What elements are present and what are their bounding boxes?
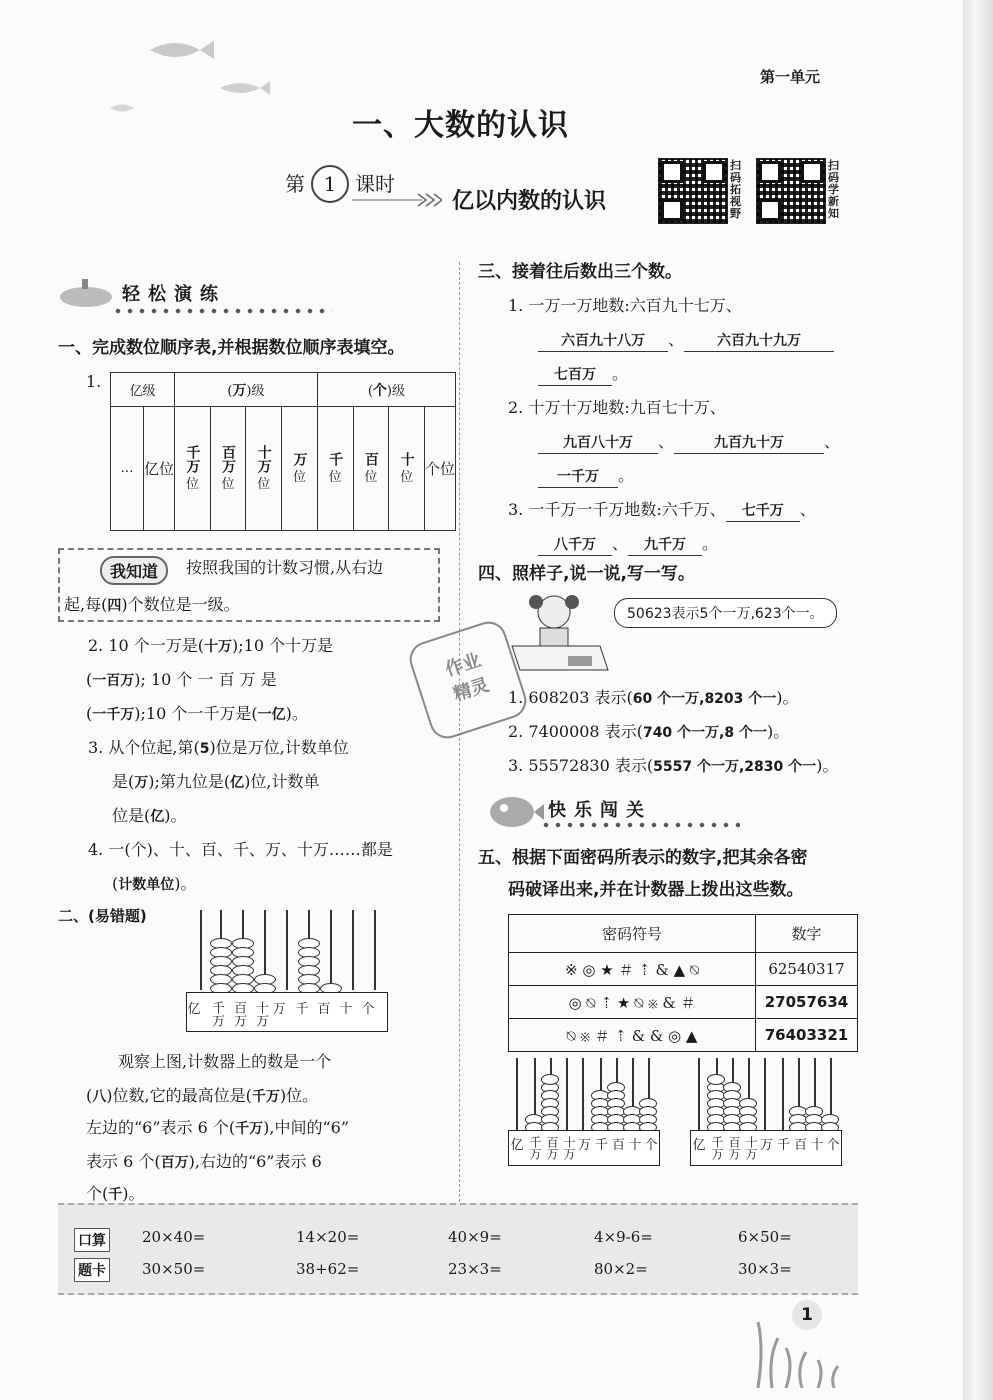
answer: 千万 bbox=[251, 1089, 280, 1105]
lesson-suffix: 课时 bbox=[355, 172, 395, 196]
watermark-stamp: 作业 精灵 bbox=[405, 617, 531, 743]
digit-cell: 十万 位 bbox=[246, 407, 282, 531]
abacus-label: 十万 bbox=[253, 1000, 268, 1027]
q1-item3-line1: 3. 从个位起,第(5)位是万位,计数单位 bbox=[88, 738, 349, 757]
abacus-label: 百万 bbox=[545, 1136, 559, 1160]
answer: 万 bbox=[134, 775, 149, 791]
answer: 5 bbox=[199, 741, 210, 757]
abacus-label: 百 bbox=[793, 1138, 807, 1153]
answer: 八 bbox=[92, 1089, 107, 1105]
page-number: 1 bbox=[792, 1300, 822, 1330]
q2-line2: (八)位数,它的最高位是(千万)位。 bbox=[86, 1086, 319, 1105]
answer: 九百八十万 bbox=[538, 433, 658, 454]
number-cell: 76403321 bbox=[756, 1019, 858, 1052]
abacus-label: 十 bbox=[339, 1002, 353, 1017]
code-header: 密码符号 bbox=[509, 915, 756, 953]
q3-item1-answers-2: 七百万 。 bbox=[538, 364, 628, 386]
calc-item: 20×40= bbox=[142, 1228, 206, 1246]
digit-cell: 百 位 bbox=[353, 407, 389, 531]
yiwei-cell: 亿位 bbox=[144, 407, 175, 531]
abacus-label: 十 bbox=[810, 1138, 824, 1153]
abacus-label: 千 bbox=[295, 1002, 309, 1017]
lesson-number: 1 bbox=[311, 165, 349, 203]
calc-item: 6×50= bbox=[738, 1228, 792, 1246]
q4-item3: 3. 55572830 表示(5557 个一万,2830 个一)。 bbox=[508, 756, 839, 775]
answer: 七百万 bbox=[538, 365, 612, 386]
qr-code-icon[interactable] bbox=[658, 158, 728, 224]
dotted-divider bbox=[540, 822, 740, 828]
q5-heading-line1: 五、根据下面密码所表示的数字,把其余各密 bbox=[478, 848, 808, 868]
fish-mascot-icon bbox=[484, 792, 544, 832]
gewei-cell: 个位 bbox=[425, 407, 456, 531]
abacus-label: 亿 bbox=[692, 1138, 706, 1153]
mental-math-label: 口算 bbox=[74, 1228, 110, 1252]
digit-cell: 千 位 bbox=[317, 407, 353, 531]
answer: 一亿 bbox=[257, 707, 286, 723]
abacus-label: 个 bbox=[826, 1138, 840, 1153]
answer: 八千万 bbox=[538, 535, 612, 556]
girl-writing-illustration bbox=[510, 590, 610, 676]
q2-line1: 观察上图,计数器上的数是一个 bbox=[118, 1052, 332, 1071]
q1-item2-line1: 2. 10 个一万是(十万);10 个十万是 bbox=[88, 636, 334, 655]
q2-line4: 表示 6 个(百万),右边的“6”表示 6 bbox=[86, 1152, 322, 1171]
answer: 一千万 bbox=[92, 707, 135, 723]
q3-item3-answers: 八千万 、 九千万 。 bbox=[538, 534, 718, 556]
abacus-label: 亿 bbox=[510, 1138, 524, 1153]
abacus-label: 万 bbox=[577, 1138, 591, 1153]
q1-item1-number: 1. bbox=[86, 372, 102, 391]
section-fun-title: 快乐闯关 bbox=[548, 800, 652, 821]
seaweed-decoration bbox=[748, 1318, 858, 1388]
number-header: 数字 bbox=[756, 915, 858, 953]
q3-heading: 三、接着往后数出三个数。 bbox=[478, 262, 682, 282]
answer: 九百九十万 bbox=[674, 433, 824, 454]
digit-cell: 万 位 bbox=[282, 407, 318, 531]
abacus-label: 百 bbox=[317, 1002, 331, 1017]
fish-decoration bbox=[110, 30, 310, 120]
abacus-label: 万 bbox=[272, 1002, 286, 1017]
code-cell: ◎ ⍉ ⇡ ★ ⍉ ※ & ＃ bbox=[509, 986, 756, 1019]
calc-item: 40×9= bbox=[448, 1228, 502, 1246]
answer: 一百万 bbox=[92, 673, 135, 689]
answer: 亿 bbox=[150, 809, 165, 825]
answer: 万 bbox=[232, 382, 247, 399]
q3-item2-line: 2. 十万十万地数:九百七十万、 bbox=[508, 398, 726, 417]
dotted-divider bbox=[112, 308, 332, 314]
q4-heading: 四、照样子,说一说,写一写。 bbox=[478, 564, 695, 584]
q4-item1: 1. 608203 表示(60 个一万,8203 个一)。 bbox=[508, 688, 799, 707]
answer: 个 bbox=[372, 382, 387, 399]
answer: 千万 bbox=[235, 1121, 264, 1137]
abacus-label: 十万 bbox=[562, 1136, 576, 1160]
q1-heading: 一、完成数位顺序表,并根据数位顺序表填空。 bbox=[58, 338, 405, 358]
digit-cell: 千万 位 bbox=[175, 407, 211, 531]
qr1-caption: 扫码拓视野 bbox=[730, 159, 741, 220]
q5-abacus-1 bbox=[508, 1058, 658, 1164]
number-cell: 62540317 bbox=[756, 953, 858, 986]
calc-item: 38+62= bbox=[296, 1260, 360, 1278]
level-yi: 亿级 bbox=[111, 373, 175, 407]
answer: 计数单位 bbox=[118, 877, 175, 893]
q5-abacus-2 bbox=[690, 1058, 840, 1164]
q3-item2-answers: 九百八十万 、 九百九十万 、 bbox=[538, 432, 840, 454]
code-cell: ⍉ ※ ＃ ⇡ & & ◎ ▲ bbox=[509, 1019, 756, 1052]
calc-item: 14×20= bbox=[296, 1228, 360, 1246]
page-title: 一、大数的认识 bbox=[352, 108, 569, 143]
lesson-name: 亿以内数的认识 bbox=[452, 189, 607, 214]
section-easy-title: 轻松演练 bbox=[122, 284, 226, 305]
lesson-arrow-icon bbox=[352, 192, 442, 212]
abacus-label: 个 bbox=[644, 1138, 658, 1153]
answer: 740 个一万,8 个一 bbox=[642, 725, 767, 741]
abacus-label: 个 bbox=[361, 1002, 375, 1017]
calc-item: 80×2= bbox=[594, 1260, 648, 1278]
answer: 5557 个一万,2830 个一 bbox=[653, 759, 817, 775]
q2-line3: 左边的“6”表示 6 个(千万),中间的“6” bbox=[86, 1118, 350, 1137]
abacus-label: 十 bbox=[628, 1138, 642, 1153]
abacus-label: 百万 bbox=[727, 1136, 741, 1160]
abacus-label: 亿 bbox=[187, 1002, 201, 1017]
abacus-label: 千万 bbox=[528, 1136, 542, 1160]
answer: 十万 bbox=[204, 639, 233, 655]
q3-item1-answers: 六百九十八万 、 六百九十九万 bbox=[538, 330, 834, 352]
q3-item3-line: 3. 一千万一千万地数:六千万、 七千万 、 bbox=[508, 500, 816, 522]
number-cell: 27057634 bbox=[756, 986, 858, 1019]
know-tag: 我知道 bbox=[100, 556, 168, 585]
unit-label: 第一单元 bbox=[760, 68, 821, 86]
abacus-label: 百万 bbox=[231, 1000, 246, 1027]
answer: 一千万 bbox=[538, 467, 618, 488]
q2-line5: 个(千)。 bbox=[86, 1184, 145, 1203]
answer: 九千万 bbox=[628, 535, 702, 556]
calc-item: 4×9-6= bbox=[594, 1228, 653, 1246]
q2-heading: 二、(易错题) bbox=[58, 907, 147, 925]
answer: 百万 bbox=[160, 1155, 189, 1171]
q2-abacus bbox=[186, 910, 386, 1032]
lesson-prefix: 第 bbox=[285, 172, 305, 196]
abacus-label: 千 bbox=[594, 1138, 608, 1153]
q1-item2-line2: (一百万); 10 个 一 百 万 是 bbox=[86, 670, 277, 689]
code-cell: ※ ◎ ★ ＃ ⇡ & ▲ ⍉ bbox=[509, 953, 756, 986]
answer: 六百九十九万 bbox=[684, 331, 834, 352]
q1-item3-line3: 位是(亿)。 bbox=[112, 806, 187, 825]
q5-heading-line2: 码破译出来,并在计数器上拨出这些数。 bbox=[508, 880, 804, 900]
ellipsis-cell: … bbox=[111, 407, 144, 531]
q3-item2-answers-2: 一千万 。 bbox=[538, 466, 634, 488]
page-edge bbox=[963, 0, 993, 1400]
level-ge: (个)级 bbox=[317, 373, 455, 407]
calc-item: 23×3= bbox=[448, 1260, 502, 1278]
know-line1: 按照我国的计数习惯,从右边 bbox=[186, 558, 384, 577]
abacus-label: 百 bbox=[611, 1138, 625, 1153]
abacus-label: 千万 bbox=[710, 1136, 724, 1160]
level-wan: (万)级 bbox=[175, 373, 318, 407]
answer: 四 bbox=[107, 598, 122, 614]
abacus-label: 千 bbox=[776, 1138, 790, 1153]
qr-code-icon[interactable] bbox=[756, 158, 826, 224]
q3-item1-line: 1. 一万一万地数:六百九十七万、 bbox=[508, 296, 742, 315]
answer: 60 个一万,8203 个一 bbox=[632, 691, 777, 707]
example-bubble: 50623表示5个一万,623个一。 bbox=[614, 598, 837, 628]
mental-math-band bbox=[58, 1203, 858, 1295]
mental-math-label: 题卡 bbox=[74, 1258, 110, 1282]
abacus-label: 万 bbox=[759, 1138, 773, 1153]
q1-item4-line1: 4. 一(个)、十、百、千、万、十万……都是 bbox=[88, 840, 393, 859]
answer: 七千万 bbox=[726, 501, 800, 522]
answer: 千 bbox=[108, 1187, 123, 1203]
q1-item3-line2: 是(万);第九位是(亿)位,计数单 bbox=[112, 772, 320, 791]
q1-item2-line3: (一千万);10 个一千万是(一亿)。 bbox=[86, 704, 308, 723]
answer: 六百九十八万 bbox=[538, 331, 668, 352]
calc-item: 30×3= bbox=[738, 1260, 792, 1278]
place-value-table bbox=[110, 372, 456, 531]
abacus-label: 十万 bbox=[744, 1136, 758, 1160]
q1-item4-line2: (计数单位)。 bbox=[112, 874, 197, 893]
calc-item: 30×50= bbox=[142, 1260, 206, 1278]
code-table bbox=[508, 914, 858, 1052]
digit-cell: 十 位 bbox=[389, 407, 425, 531]
submarine-icon bbox=[58, 275, 114, 311]
answer: 亿 bbox=[230, 775, 245, 791]
abacus-label: 千万 bbox=[209, 1000, 224, 1027]
know-line2: 起,每(四)个数位是一级。 bbox=[64, 595, 240, 614]
digit-cell: 百万 位 bbox=[210, 407, 246, 531]
q4-item2: 2. 7400008 表示(740 个一万,8 个一)。 bbox=[508, 722, 790, 741]
qr2-caption: 扫码学新知 bbox=[828, 159, 839, 220]
